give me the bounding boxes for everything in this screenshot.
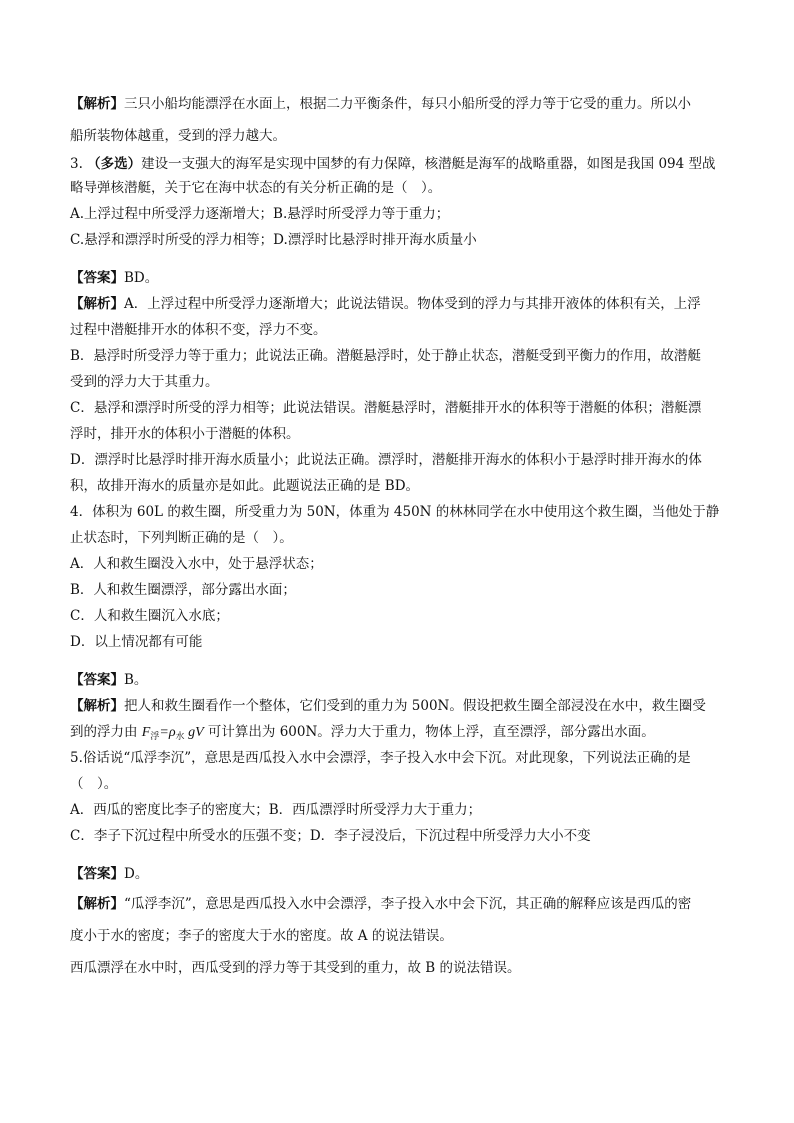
text-segment: B．人和救生圈漂浮，部分露出水面；	[70, 582, 296, 598]
text-line	[70, 528, 293, 548]
text-segment: B。	[124, 672, 148, 688]
text-segment: A．西瓜的密度比李子的密度大；B．西瓜漂浮时所受浮力大于重力；	[70, 802, 482, 818]
formula-symbol: gV	[184, 725, 204, 740]
section-label: （多选）	[87, 156, 142, 172]
text-line	[70, 502, 719, 522]
section-label: 【解析】	[70, 96, 124, 112]
text-segment: A．上浮过程中所受浮力逐渐增大；此说法错误。物体受到的浮力与其排开液体的体积有关，上浮	[124, 296, 701, 312]
text-line	[70, 864, 148, 884]
text-line	[70, 894, 691, 914]
text-line	[70, 958, 521, 978]
text-line	[70, 346, 701, 366]
text-segment: C.悬浮和漂浮时所受的浮力相等；D.漂浮时比悬浮时排开海水质量小	[70, 232, 477, 248]
text-line	[70, 178, 441, 198]
text-segment: 西瓜漂浮在水中时，西瓜受到的浮力等于其受到的重力，故 B 的说法错误。	[70, 960, 521, 976]
text-line	[70, 580, 296, 600]
text-segment: A.上浮过程中所受浮力逐渐增大；B.悬浮时所受浮力等于重力；	[70, 206, 450, 222]
section-label: 【答案】	[70, 672, 124, 688]
text-segment: 三只小船均能漂浮在水面上，根据二力平衡条件，每只小船所受的浮力等于它受的重力。所以小	[124, 96, 691, 112]
text-line	[70, 826, 591, 846]
text-line	[70, 554, 323, 574]
text-line	[70, 748, 691, 768]
text-line	[70, 926, 453, 946]
text-segment: C．人和救生圈沉入水底；	[70, 608, 229, 624]
text-segment: 船所装物体越重，受到的浮力越大。	[70, 128, 286, 144]
text-line	[70, 372, 219, 392]
text-segment: C．李子下沉过程中所受水的压强不变；D．李子浸没后，下沉过程中所受浮力大小不变	[70, 828, 591, 844]
text-segment: 3.	[70, 156, 88, 172]
text-line	[70, 230, 477, 250]
text-segment: 度小于水的密度；李子的密度大于水的密度。故 A 的说法错误。	[70, 928, 453, 944]
text-line	[70, 450, 702, 470]
text-line	[70, 94, 691, 114]
text-line	[70, 476, 419, 496]
formula-symbol: F	[141, 725, 151, 740]
text-line	[70, 126, 286, 146]
text-segment: D．以上情况都有可能	[70, 634, 203, 650]
text-line	[70, 696, 706, 716]
text-line	[70, 774, 117, 794]
text-segment: 积，故排开海水的质量亦是如此。此题说法正确的是 BD。	[70, 478, 420, 494]
text-line	[70, 800, 481, 820]
formula-subscript: 水	[175, 732, 185, 742]
text-segment: 受到的浮力大于其重力。	[70, 374, 219, 390]
text-segment: A．人和救生圈没入水中，处于悬浮状态；	[70, 556, 323, 572]
section-label: 【解析】	[70, 296, 124, 312]
formula-subscript: 浮	[150, 732, 160, 742]
text-line	[70, 398, 701, 418]
text-line	[70, 722, 655, 742]
text-segment: 过程中潜艇排开水的体积不变，浮力不变。	[70, 322, 327, 338]
text-line	[70, 606, 229, 626]
text-segment: D．漂浮时比悬浮时排开海水质量小；此说法正确。漂浮时，潜艇排开海水的体积小于悬浮时排开海水的体	[70, 452, 702, 468]
text-segment: BD。	[124, 270, 159, 286]
text-line	[70, 670, 147, 690]
section-label: 【解析】	[70, 896, 124, 912]
text-segment: 把人和救生圈看作一个整体，它们受到的重力为 500N。假设把救生圈全部浸没在水中，救生圈受	[124, 698, 706, 714]
text-line	[70, 424, 300, 444]
formula-symbol: =ρ	[159, 725, 176, 740]
text-segment: “瓜浮李沉”，意思是西瓜投入水中会漂浮，李子投入水中会下沉，其正确的解释应该是西瓜的密	[124, 896, 692, 912]
text-segment: 5.俗话说“瓜浮李沉”，意思是西瓜投入水中会漂浮，李子投入水中会下沉。对此现象，下列说法正确的是	[70, 750, 691, 766]
text-line	[70, 294, 701, 314]
text-line	[70, 154, 716, 174]
text-line	[70, 268, 158, 288]
text-segment: 到的浮力由	[70, 724, 142, 740]
text-segment: （ ）。	[70, 776, 118, 792]
text-line	[70, 204, 449, 224]
text-segment: 可计算出为 600N。浮力大于重力，物体上浮，直至漂浮，部分露出水面。	[203, 724, 655, 740]
section-label: 【解析】	[70, 698, 124, 714]
section-label: 【答案】	[70, 866, 124, 882]
text-line	[70, 632, 202, 652]
text-segment: B．悬浮时所受浮力等于重力；此说法正确。潜艇悬浮时，处于静止状态，潜艇受到平衡力的作用，故潜艇	[70, 348, 701, 364]
text-segment: C．悬浮和漂浮时所受的浮力相等；此说法错误。潜艇悬浮时，潜艇排开水的体积等于潜艇的体积；潜艇漂	[70, 400, 702, 416]
text-segment: D。	[124, 866, 149, 882]
section-label: 【答案】	[70, 270, 124, 286]
text-segment: 止状态时，下列判断正确的是（ ）。	[70, 530, 293, 546]
text-segment: 建设一支强大的海军是实现中国梦的有力保障，核潜艇是海军的战略重器，如图是我国 094 型战	[141, 156, 716, 172]
text-segment: 4．体积为 60L 的救生圈，所受重力为 50N，体重为 450N 的林林同学在水中使用这个救生圈，当他处于静	[70, 504, 720, 520]
text-line	[70, 320, 327, 340]
text-segment: 略导弹核潜艇，关于它在海中状态的有关分析正确的是（ ）。	[70, 180, 442, 196]
text-segment: 浮时，排开水的体积小于潜艇的体积。	[70, 426, 300, 442]
